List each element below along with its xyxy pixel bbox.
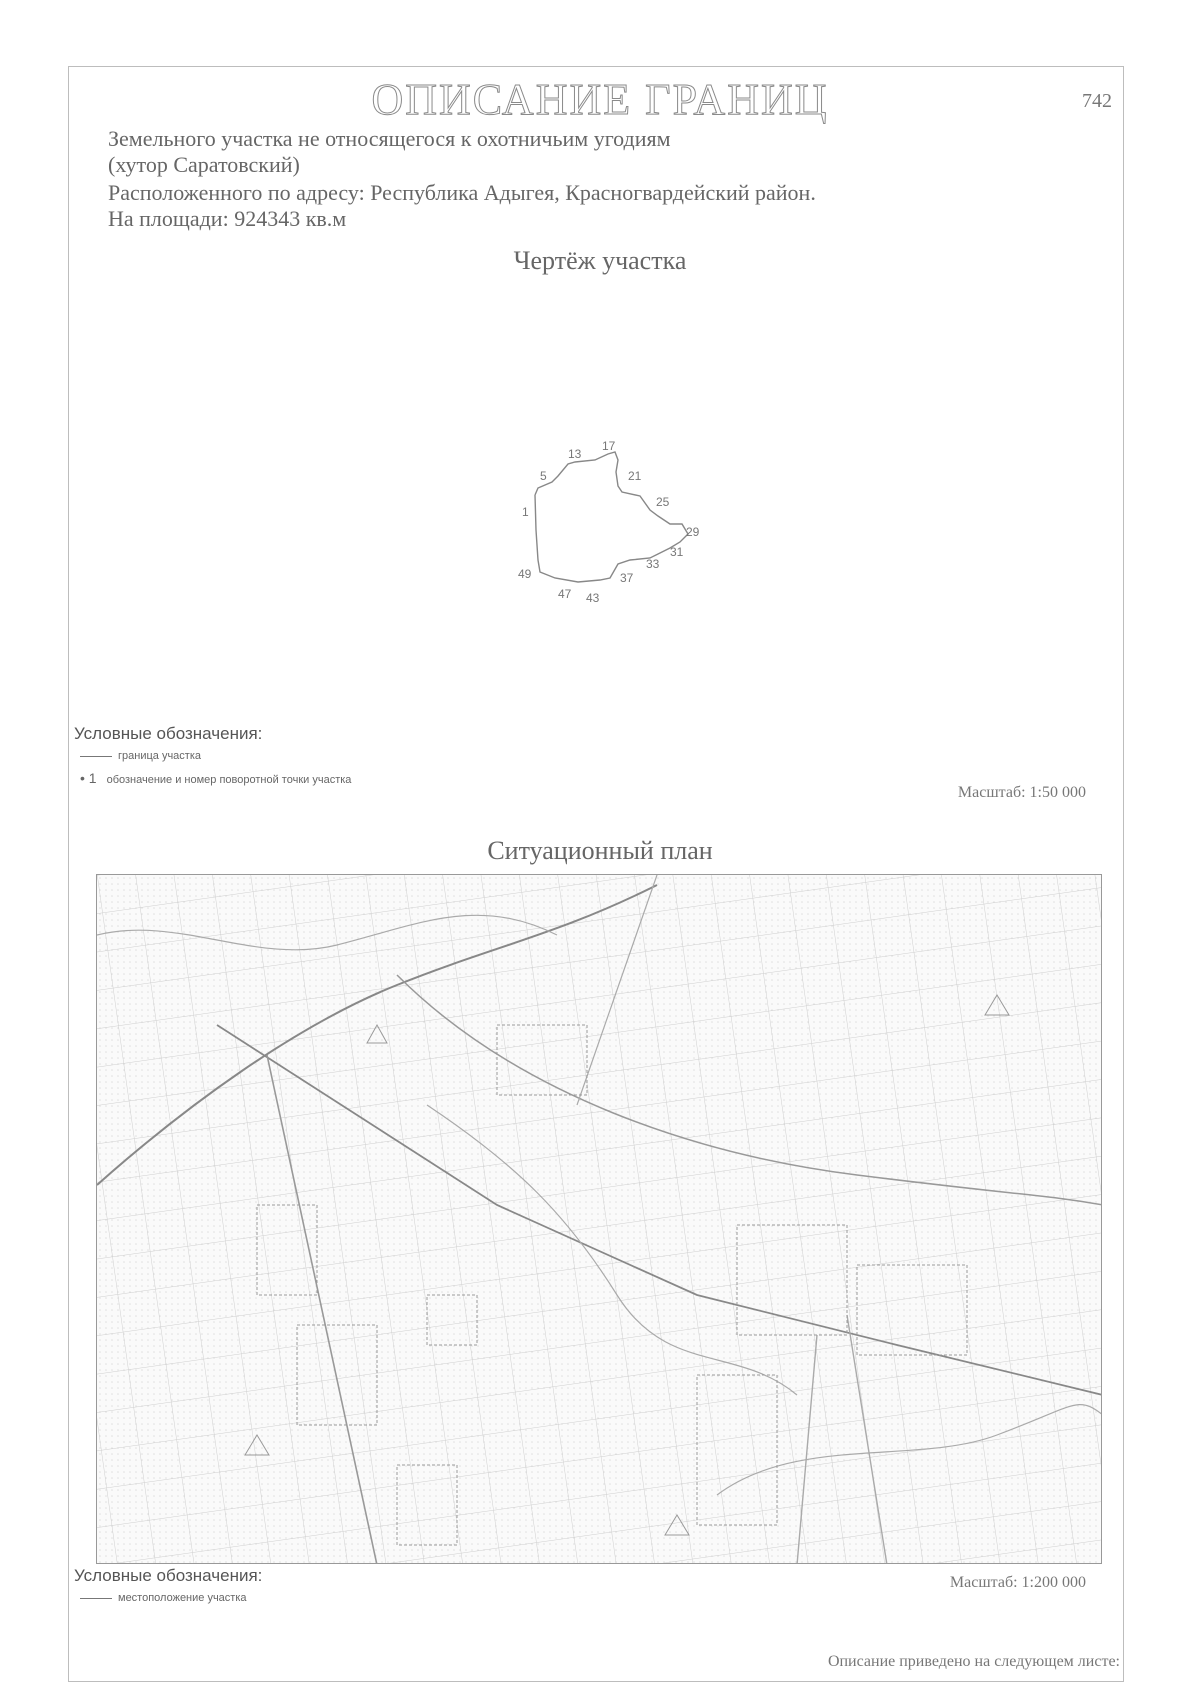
legend-location-label: местоположение участка xyxy=(118,1592,247,1604)
plot-drawing-heading: Чертёж участка xyxy=(513,246,687,275)
area-line: На площади: 924343 кв.м xyxy=(108,206,347,231)
document-title: ОПИСАНИЕ ГРАНИЦ xyxy=(371,75,829,124)
parcel-boundary-line xyxy=(535,452,688,582)
point-label-25: 25 xyxy=(656,495,670,509)
page-number: 742 xyxy=(1082,90,1112,112)
description-line-3: Расположенного по адресу: Республика Адыгея, Красногвардейский район. xyxy=(108,180,816,205)
topographic-map xyxy=(96,874,1102,1564)
point-label-5: 5 xyxy=(540,469,547,483)
point-label-17: 17 xyxy=(602,439,616,453)
point-marker-symbol: • 1 xyxy=(80,770,97,786)
legend-location xyxy=(80,1592,247,1604)
point-label-21: 21 xyxy=(628,469,642,483)
location-line-symbol xyxy=(80,1598,112,1599)
point-label-29: 29 xyxy=(686,525,700,539)
legend-boundary-label: граница участка xyxy=(118,750,201,762)
scale-2: Масштаб: 1:200 000 xyxy=(949,1574,1086,1591)
boundary-line-symbol xyxy=(80,756,112,757)
point-label-31: 31 xyxy=(670,545,684,559)
legend-point-label: обозначение и номер поворотной точки участка xyxy=(106,774,352,786)
legend-title-1: Условные обозначения: xyxy=(74,724,263,743)
point-label-33: 33 xyxy=(646,557,660,571)
point-label-43: 43 xyxy=(586,591,600,605)
scale-1: Масштаб: 1:50 000 xyxy=(957,784,1086,801)
point-label-13: 13 xyxy=(568,447,582,461)
description-line-2: (хутор Саратовский) xyxy=(108,152,300,177)
point-label-47: 47 xyxy=(558,587,572,601)
parcel-boundary-drawing xyxy=(500,430,720,610)
description-line-1: Земельного участка не относящегося к охотничьим угодиям xyxy=(108,126,671,151)
map-drawing xyxy=(97,875,1102,1564)
footer-note: Описание приведено на следующем листе: xyxy=(827,1653,1120,1670)
point-label-1: 1 xyxy=(522,505,529,519)
situation-plan-heading: Ситуационный план xyxy=(487,836,713,865)
legend-title-2: Условные обозначения: xyxy=(74,1566,263,1585)
point-label-49: 49 xyxy=(518,567,532,581)
point-label-37: 37 xyxy=(620,571,634,585)
legend-point xyxy=(80,770,351,786)
legend-boundary xyxy=(80,750,201,762)
